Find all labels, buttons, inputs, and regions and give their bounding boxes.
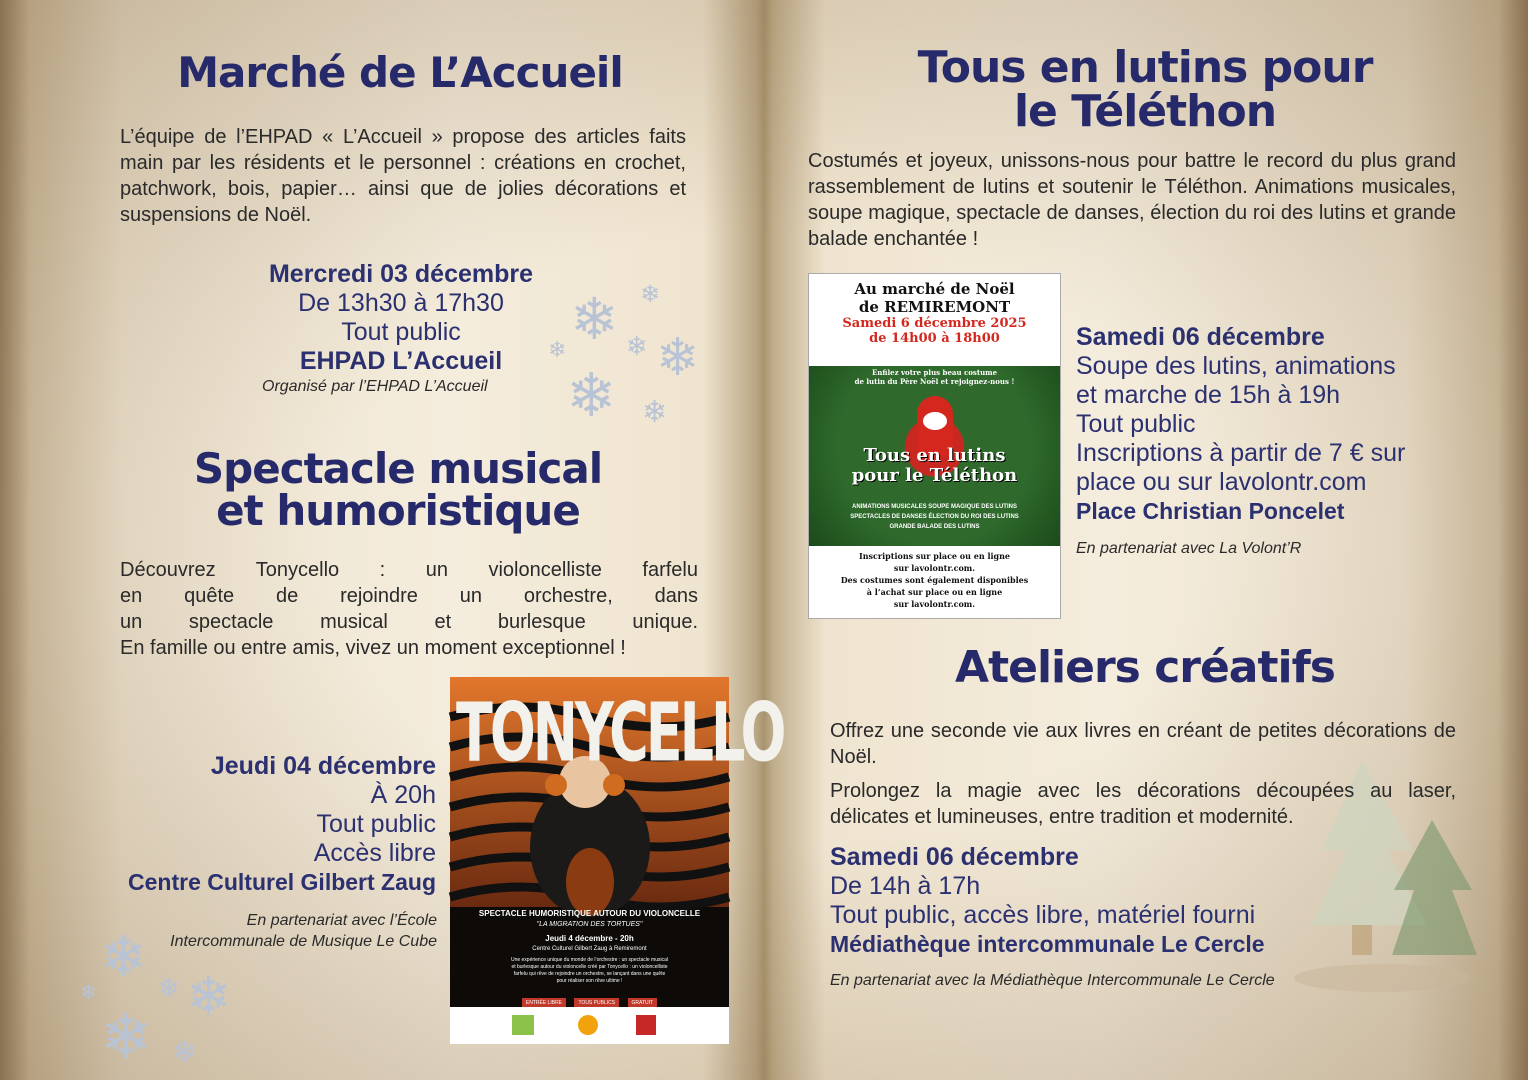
poster-footer1: Inscriptions sur place ou en ligne: [858, 551, 1011, 561]
spectacle-info: [60, 752, 436, 897]
lutins-title: [900, 42, 1390, 137]
poster-invite2: de lutin du Père Noël et rejoignez-nous !: [854, 377, 1015, 386]
spectacle-title-line1: Spectacle musical: [193, 444, 603, 493]
poster-venue: Centre Culturel Gilbert Zaug à Remiremont: [532, 946, 647, 952]
poster-line2: de REMIREMONT: [858, 298, 1011, 316]
poster-activities3: GRANDE BALADE DES LUTINS: [889, 524, 980, 530]
lutins-poster: [808, 273, 1061, 619]
marche-info: [200, 260, 602, 376]
spectacle-audience: Tout public: [316, 810, 436, 838]
spectacle-partner-line2: Intercommunale de Musique Le Cube: [170, 933, 437, 950]
poster-text-block: [450, 909, 729, 1009]
spectacle-date: Jeudi 04 décembre: [210, 752, 436, 780]
spectacle-partner: [60, 910, 437, 952]
spectacle-title: [160, 444, 636, 535]
poster-footer2: sur lavolontr.com.: [893, 563, 976, 573]
lutins-title-line1: Tous en lutins pour: [917, 42, 1373, 93]
poster-time: de 14h00 à 18h00: [869, 331, 1000, 346]
poster-badge: GRATUIT: [628, 998, 658, 1008]
marche-title: Marché de L’Accueil: [177, 48, 623, 97]
spectacle-place: Centre Culturel Gilbert Zaug: [128, 869, 436, 895]
poster-header: [809, 274, 1060, 366]
spectacle-description: [120, 557, 700, 661]
poster-footer5: sur lavolontr.com.: [893, 599, 976, 609]
poster-footer: [809, 550, 1060, 610]
poster-blurb: Une expérience unique du monde de l’orchestre : un spectacle musical et burlesque autour du violoncelle créé par Tonycello : un violoncelliste farfelu qui rêve de rejoindre un orchestre, se lançant dans une quête pour réaliser son rêve ultime !: [510, 957, 669, 984]
snowflake-icon: ❄: [172, 1035, 198, 1070]
poster-date: Samedi 6 décembre 2025: [842, 316, 1027, 331]
snowflake-icon: ❄: [548, 338, 567, 363]
lutins-detail1: Soupe des lutins, animations: [1076, 352, 1396, 380]
ateliers-title: Ateliers créatifs: [955, 642, 1335, 693]
spectacle-time: À 20h: [370, 781, 436, 809]
ateliers-place: Médiathèque intercommunale Le Cercle: [830, 931, 1265, 957]
santa-beard: [923, 412, 947, 430]
lutins-place: Place Christian Poncelet: [1076, 498, 1345, 524]
spectacle-desc-line: en quête de rejoindre un orchestre, dans: [120, 585, 698, 607]
spectacle-title-line2: et humoristique: [216, 486, 580, 535]
lutins-date: Samedi 06 décembre: [1076, 323, 1325, 351]
ateliers-date: Samedi 06 décembre: [830, 843, 1079, 871]
lutins-partner: En partenariat avec La Volont’R: [1076, 540, 1302, 557]
spectacle-partner-line1: En partenariat avec l’École: [246, 912, 437, 929]
snowflake-icon: ❄: [566, 361, 617, 431]
poster-invite1: Enfilez votre plus beau costume: [871, 368, 998, 377]
ateliers-audience: Tout public, accès libre, matériel fourni: [830, 901, 1256, 929]
snowflake-icon: ❄: [186, 965, 232, 1028]
poster-invite: [809, 366, 1060, 386]
snowflake-icon: ❄: [100, 1000, 152, 1073]
poster-activities2: SPECTACLES DE DANSES ÉLECTION DU ROI DES LUTINS: [850, 514, 1019, 520]
poster-line1: Au marché de Noël: [854, 280, 1015, 298]
spectacle-access: Accès libre: [313, 839, 436, 867]
snowflake-icon: ❄: [100, 925, 147, 990]
marche-organizer: Organisé par l’EHPAD L’Accueil: [262, 378, 488, 395]
ateliers-para2: Prolongez la magie avec les décorations découpées au laser, délicates et lumineuses, entre tradition et modernité.: [830, 780, 1456, 828]
poster-headline1: Tous en lutins: [863, 445, 1006, 466]
ateliers-info: [830, 843, 1390, 959]
tonycello-logo: TONYCELLO: [456, 685, 784, 780]
lutins-inscription2: place ou sur lavolontr.com: [1076, 468, 1367, 496]
left-page-edge: [0, 0, 30, 1080]
tonycello-poster: [450, 677, 784, 1044]
ateliers-para1: Offrez une seconde vie aux livres en créant de petites décorations de Noël.: [830, 720, 1456, 768]
lutins-detail2: et marche de 15h à 19h: [1076, 381, 1341, 409]
marche-audience: Tout public: [341, 318, 461, 346]
poster-subtitle: SPECTACLE HUMORISTIQUE AUTOUR DU VIOLONCELLE: [478, 909, 701, 918]
marche-place: EHPAD L’Accueil: [299, 347, 503, 375]
cube-logo-icon: [512, 1015, 534, 1035]
snowflake-icon: ❄: [642, 395, 668, 430]
snowflake-icon: ❄: [80, 980, 97, 1004]
spectacle-desc-line: En famille ou entre amis, vivez un moment exceptionnel !: [120, 637, 626, 659]
poster-headline: [809, 446, 1060, 486]
snowflake-icon: ❄: [640, 280, 661, 308]
snowflake-icon: ❄: [656, 328, 700, 388]
poster-headline2: pour le Téléthon: [851, 465, 1018, 486]
remiremont-logo-icon: [636, 1015, 656, 1035]
city-logo-icon: [578, 1015, 598, 1035]
poster-tagline: "LA MIGRATION DES TORTUES": [536, 921, 643, 928]
poster-badge: ENTRÉE LIBRE: [522, 998, 566, 1008]
spectacle-desc-line: un spectacle musical et burlesque unique.: [120, 611, 698, 633]
marche-date: Mercredi 03 décembre: [268, 260, 534, 288]
lutins-inscription1: Inscriptions à partir de 7 € sur: [1076, 439, 1406, 467]
poster-activities: [809, 502, 1060, 532]
poster-date: Jeudi 4 décembre - 20h: [545, 934, 634, 943]
poster-footer4: à l’achat sur place ou en ligne: [866, 587, 1003, 597]
poster-badge: TOUS PUBLICS: [574, 998, 619, 1008]
marche-time: De 13h30 à 17h30: [298, 289, 504, 317]
poster-photo: [809, 366, 1060, 546]
poster-footer3: Des costumes sont également disponibles: [840, 575, 1029, 585]
poster-activities1: ANIMATIONS MUSICALES SOUPE MAGIQUE DES LUTINS: [852, 504, 1017, 510]
poster-logos-bar: [450, 1007, 729, 1044]
ateliers-partner: En partenariat avec la Médiathèque Intercommunale Le Cercle: [830, 972, 1275, 989]
lutins-description: Costumés et joyeux, unissons-nous pour battre le record du plus grand rassemblement de lutins et soutenir le Téléthon. Animations musicales, soupe magique, spectacle de danses, élection du roi des lutins et grande balade enchantée !: [808, 150, 1456, 250]
marche-description: L’équipe de l’EHPAD « L’Accueil » propose des articles faits main par les résidents et le personnel : créations en crochet, patchwork, bois, papier… ainsi que de jolies décorations et suspensions de Noël.: [120, 126, 686, 226]
snowflake-icon: ❄: [570, 285, 619, 353]
spectacle-desc-line: Découvrez Tonycello : un violoncelliste farfelu: [120, 559, 698, 581]
snowflake-icon: ❄: [626, 332, 648, 362]
lutins-info: [1076, 323, 1476, 526]
snowflake-icon: ❄: [158, 974, 180, 1004]
ateliers-time: De 14h à 17h: [830, 872, 981, 900]
right-page-edge: [1498, 0, 1528, 1080]
lutins-audience: Tout public: [1076, 410, 1196, 438]
lutins-title-line2: le Téléthon: [1013, 86, 1277, 137]
